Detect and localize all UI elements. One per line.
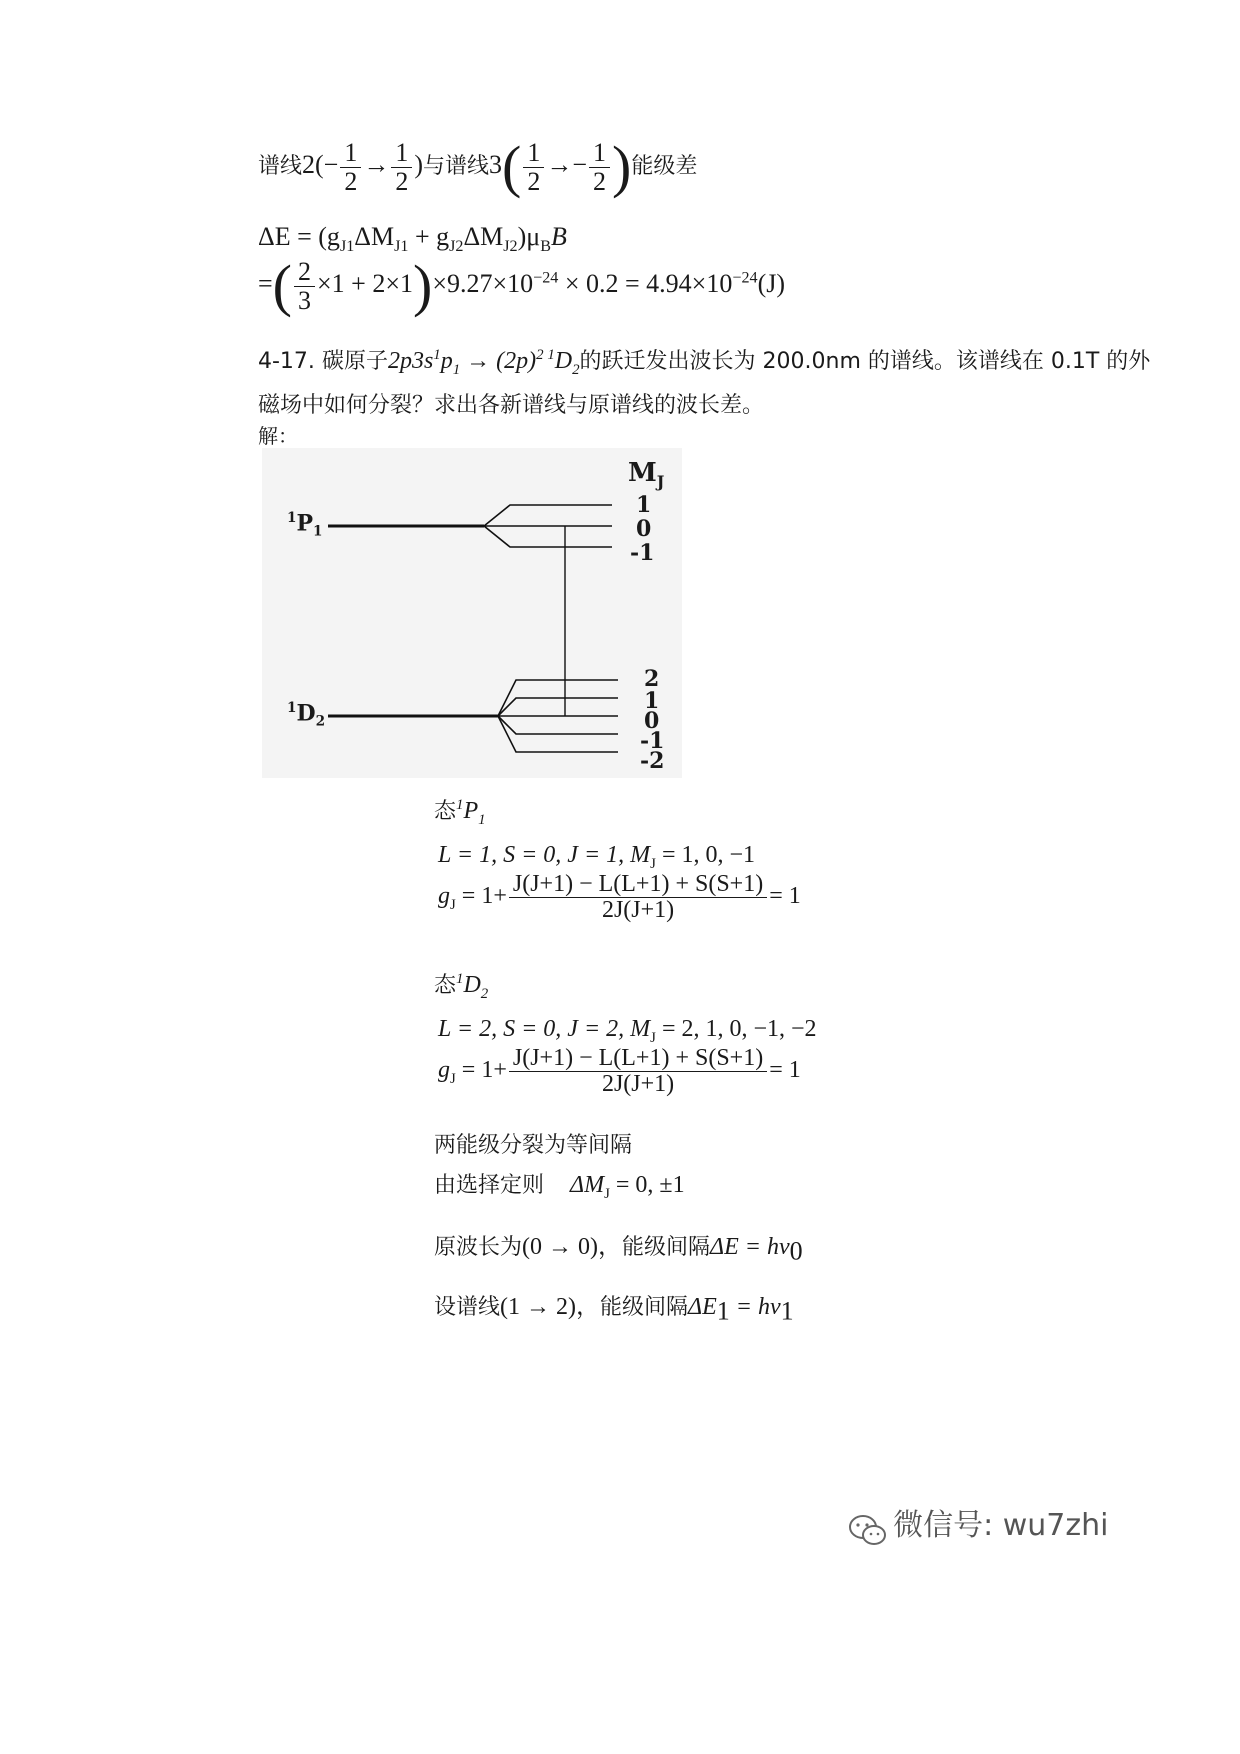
lower-mj-m2: -2 (640, 748, 665, 774)
selection-rule: 由选择定则 $\Delta M_J = 0$, ±1 (434, 1172, 685, 1202)
lower-state-label: $^1D_2$ (287, 700, 326, 730)
delta-e-equation-line2: =( $\frac{2}{3}$ $\times 1 + 2\times 1)\times 9.27\times 10^{-24} \times 0.2 = 4.94\times 10^{-24}(J)$ (258, 253, 785, 318)
wechat-watermark (848, 1500, 1108, 1548)
problem-number: 4-17. (258, 349, 315, 374)
equal-spacing-text: 两能级分裂为等间隔 (434, 1133, 633, 1158)
state-d-heading: 态$^1D_2$ (434, 971, 489, 1002)
text-spectral-line: 谱线 (258, 153, 303, 179)
upper-mj-m1: -1 (630, 540, 655, 566)
original-wavelength-line: 原波长为(0 → 0)，能级间隔$\Delta E = h\nu_0$ (434, 1234, 803, 1266)
wechat-icon (848, 1514, 888, 1548)
upper-mj-1: 1 (636, 492, 652, 518)
mj-header: $M_J$ (628, 458, 665, 492)
state-p-heading: 态$^1P_1$ (434, 797, 486, 828)
lower-mj-0: 0 (644, 708, 660, 734)
delta-e-equation-line1: $\Delta E = (g_{J1}\Delta M_{J1} + g_{J2}\Delta M_{J2})\mu_BB$ (258, 222, 567, 256)
upper-state-label: $^1P_1$ (287, 510, 323, 540)
lower-mj-1: 1 (644, 688, 660, 714)
problem-statement-line1: 4-17. 碳原子$2p3s^1p_1 \to (2p)^{2 1}D_2$的跃迁发出波长为 200.0nm 的谱线。该谱线在 0.1T 的外 (258, 347, 1151, 378)
problem-statement-line2: 磁场中如何分裂？求出各新谱线与原谱线的波长差。 (258, 393, 765, 418)
spectral-line-comparison: 谱线2(− $\frac{1}{2}$ → $\frac{1}{2}$ )与谱线3( $\frac{1}{2}$ →− $\frac{1}{2}$ )能级差 (258, 134, 698, 199)
state-d-quantum-numbers: L = 2, S = 0, J = 2, $M_J = 2$, 1, 0, −1, −2 (438, 1016, 817, 1046)
watermark-text: 微信号: wu7zhi (893, 1508, 1109, 1543)
lower-mj-m1: -1 (640, 728, 665, 754)
state-p-lande-g: $g_J = 1+$ $\frac{J(J+1) - L(L+1) + S(S+1)}{2J(J+1)}$ = 1 (438, 871, 801, 924)
state-p-quantum-numbers: L = 1, S = 0, J = 1, $M_J = 1$, 0, −1 (438, 842, 756, 872)
spectral-line-1-2: 设谱线(1 → 2)，能级间隔$\Delta E_1 = h\nu_1$ (434, 1294, 794, 1326)
state-d-lande-g: $g_J = 1+$ $\frac{J(J+1) - L(L+1) + S(S+1)}{2J(J+1)}$ = 1 (438, 1045, 801, 1098)
solution-label: 解： (258, 424, 298, 448)
lower-mj-2: 2 (644, 666, 660, 692)
upper-mj-0: 0 (636, 516, 652, 542)
